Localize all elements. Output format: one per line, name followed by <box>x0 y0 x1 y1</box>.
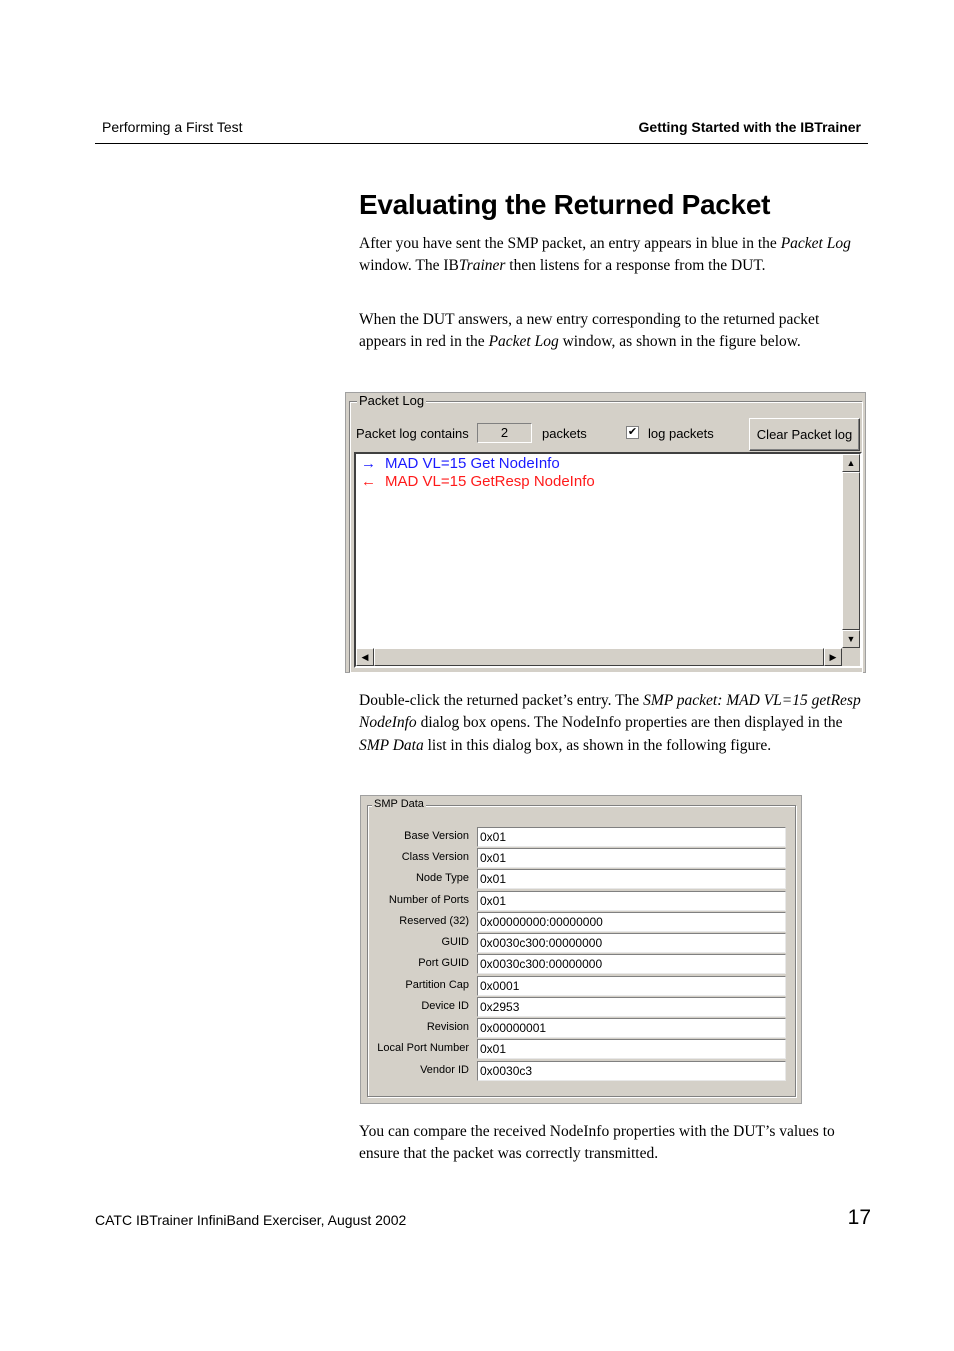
smp-row-node-type <box>361 869 801 890</box>
paragraph-3: Double-click the returned packet’s entry. The SMP packet: MAD VL=15 getResp NodeInfo dialog box opens. The NodeInfo properties are then displayed in the SMP Data list in this dialog box, as shown in the following figure. <box>359 692 861 754</box>
smp-row-base-version <box>361 827 801 848</box>
smp-field-value[interactable]: 0x00000000:00000000 <box>477 912 786 932</box>
smp-row-reserved <box>361 912 801 933</box>
horizontal-scrollbar[interactable] <box>356 648 842 666</box>
smp-field-value[interactable]: 0x01 <box>477 869 786 889</box>
arrow-right-icon: → <box>361 455 376 472</box>
packet-log-entry-received[interactable] <box>361 473 595 490</box>
smp-field-value[interactable]: 0x00000001 <box>477 1018 786 1038</box>
smp-field-value[interactable]: 0x0030c3 <box>477 1061 786 1081</box>
paragraph-4: You can compare the received NodeInfo properties with the DUT’s values to ensure that the packet was correctly transmitted. <box>359 1123 835 1163</box>
packet-count-field: 2 <box>477 423 532 443</box>
footer-text: CATC IBTrainer InfiniBand Exerciser, August 2002 <box>95 1212 407 1228</box>
smp-field-value[interactable]: 0x2953 <box>477 997 786 1017</box>
smp-field-value[interactable]: 0x01 <box>477 1039 786 1059</box>
smp-field-value[interactable]: 0x0030c300:00000000 <box>477 954 786 974</box>
packet-log-list[interactable] <box>354 452 862 668</box>
smp-field-label: Node Type <box>415 872 469 884</box>
smp-row-guid <box>361 933 801 954</box>
smp-field-label: Number of Ports <box>388 894 469 906</box>
smp-data-group-label: SMP Data <box>374 798 424 810</box>
page-number: 17 <box>847 1206 871 1229</box>
section-title: Evaluating the Returned Packet <box>359 189 771 220</box>
smp-field-label: Port GUID <box>418 957 469 969</box>
vertical-scrollbar[interactable] <box>842 454 860 648</box>
clear-packet-log-button[interactable]: Clear Packet log <box>749 418 860 451</box>
running-header-right: Getting Started with the IBTrainer <box>638 119 861 135</box>
vertical-scroll-thumb[interactable] <box>842 472 860 630</box>
arrow-left-icon: ← <box>361 473 376 490</box>
smp-field-value[interactable]: 0x01 <box>477 891 786 911</box>
paragraph-2: When the DUT answers, a new entry corresponding to the returned packet appears in red in the Packet Log window, as shown in the figure below. <box>359 311 820 351</box>
smp-field-label: Class Version <box>401 851 469 863</box>
scroll-down-icon[interactable]: ▼ <box>842 630 860 648</box>
smp-field-label: Local Port Number <box>377 1042 469 1054</box>
scrollbar-corner <box>842 648 860 666</box>
packet-log-group-label: Packet Log <box>359 393 425 408</box>
scroll-left-icon[interactable]: ◀ <box>356 648 374 666</box>
header-rule <box>95 143 868 144</box>
smp-row-vendor-id <box>361 1061 801 1082</box>
smp-field-value[interactable]: 0x01 <box>477 827 786 847</box>
smp-field-label: Device ID <box>421 1000 469 1012</box>
smp-field-value[interactable]: 0x0001 <box>477 976 786 996</box>
packet-log-panel <box>345 392 866 673</box>
log-packets-checkbox[interactable]: ✔ <box>627 426 638 438</box>
smp-row-device-id <box>361 997 801 1018</box>
smp-field-label: Revision <box>426 1021 469 1033</box>
paragraph-1: After you have sent the SMP packet, an entry appears in blue in the Packet Log window. The IBTrainer then listens for a response from the DUT. <box>359 235 851 275</box>
smp-field-label: GUID <box>441 936 469 948</box>
smp-row-class-version <box>361 848 801 869</box>
packet-log-entry-text: MAD VL=15 Get NodeInfo <box>385 455 560 472</box>
smp-field-label: Vendor ID <box>420 1064 469 1076</box>
smp-data-panel <box>360 795 802 1104</box>
smp-field-label: Base Version <box>404 830 469 842</box>
scroll-right-icon[interactable]: ▶ <box>824 648 842 666</box>
scroll-up-icon[interactable]: ▲ <box>842 454 860 472</box>
packet-log-entry-text: MAD VL=15 GetResp NodeInfo <box>385 473 595 490</box>
packet-log-entry-sent[interactable] <box>361 455 560 472</box>
packets-unit-label: packets <box>542 426 587 441</box>
smp-row-partition-cap <box>361 976 801 997</box>
running-header-left: Performing a First Test <box>102 119 243 135</box>
smp-field-label: Partition Cap <box>405 979 469 991</box>
smp-row-port-guid <box>361 954 801 975</box>
log-packets-label[interactable]: log packets <box>648 426 714 441</box>
smp-row-number-of-ports <box>361 891 801 912</box>
smp-field-value[interactable]: 0x0030c300:00000000 <box>477 933 786 953</box>
packet-count-label: Packet log contains <box>356 426 469 441</box>
smp-row-local-port-number <box>361 1039 801 1060</box>
smp-field-value[interactable]: 0x01 <box>477 848 786 868</box>
smp-field-label: Reserved (32) <box>399 915 469 927</box>
horizontal-scroll-thumb[interactable] <box>374 648 824 666</box>
smp-row-revision <box>361 1018 801 1039</box>
